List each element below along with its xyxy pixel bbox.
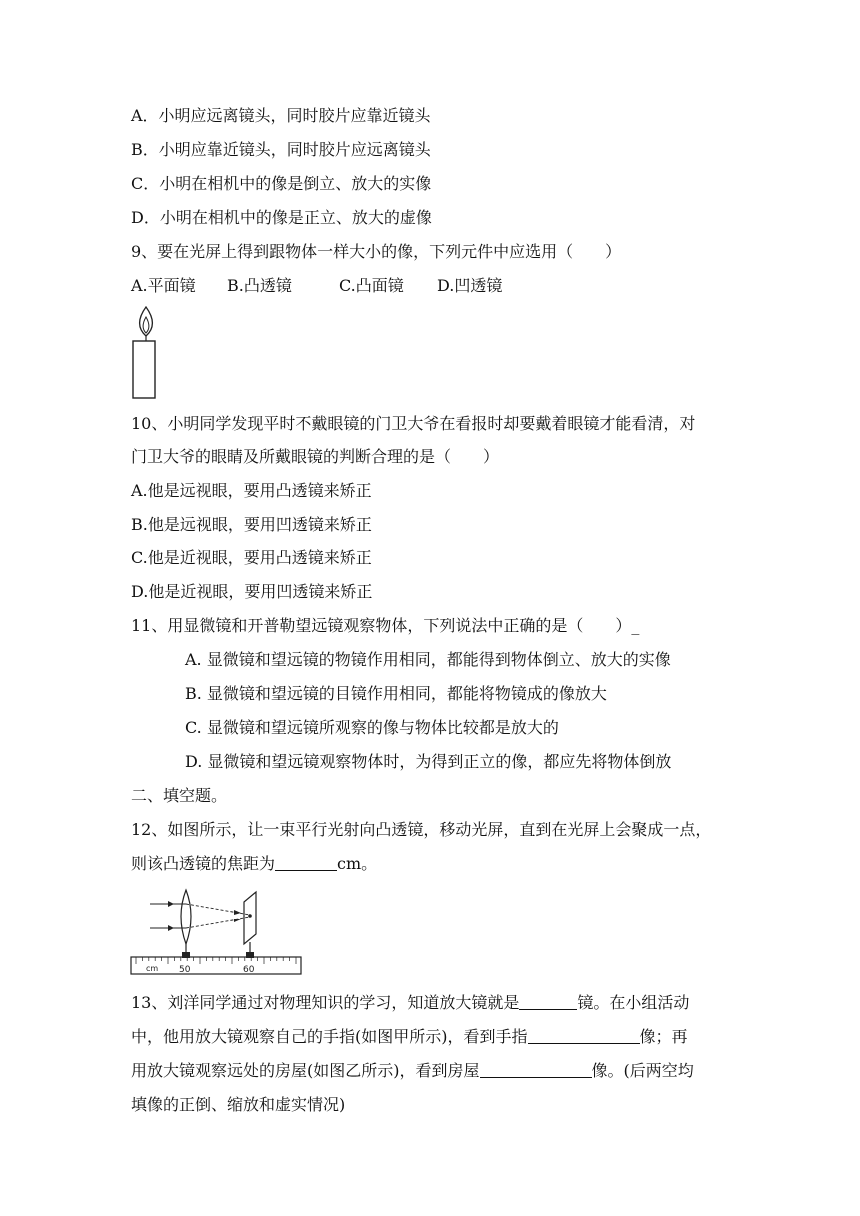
ruler-unit: cm bbox=[146, 964, 159, 973]
q10-option-a: A.他是远视眼，要用凸透镜来矫正 bbox=[131, 481, 372, 500]
q8-option-d: D．小明在相机中的像是正立、放大的虚像 bbox=[131, 208, 432, 227]
section-heading: 二、填空题。 bbox=[131, 786, 228, 805]
ruler-label-60: 60 bbox=[243, 965, 255, 975]
lens-focus-figure bbox=[128, 884, 304, 976]
q13-line4: 填像的正倒、缩放和虚实情况) bbox=[131, 1095, 346, 1114]
q9-option-a: A.平面镜 bbox=[131, 276, 196, 295]
q9-option-b: B.凸透镜 bbox=[227, 276, 292, 295]
q13-line2-before: 中，他用放大镜观察自己的手指(如图甲所示)，看到手指 bbox=[131, 1027, 528, 1046]
q11-stem: 11、用显微镜和开普勒望远镜观察物体，下列说法中正确的是（ ）_ bbox=[131, 616, 640, 635]
candle-figure bbox=[128, 304, 162, 400]
q13-line1 bbox=[131, 992, 689, 1014]
q9-option-c: C.凸面镜 bbox=[339, 276, 404, 295]
q10-option-c: C.他是近视眼，要用凸透镜来矫正 bbox=[131, 548, 372, 567]
q10-stem-line1: 10、小明同学发现平时不戴眼镜的门卫大爷在看报时却要戴着眼镜才能看清，对 bbox=[131, 414, 696, 433]
q12-text-after: cm。 bbox=[337, 854, 378, 873]
q13-line2-after: 像；再 bbox=[639, 1027, 688, 1046]
q13-blank-1 bbox=[519, 993, 577, 1010]
q9-stem: 9、要在光屏上得到跟物体一样大小的像，下列元件中应选用（ ） bbox=[131, 242, 622, 261]
ruler-label-50: 50 bbox=[179, 965, 191, 975]
q13-line1-after: 镜。在小组活动 bbox=[577, 993, 690, 1012]
q11-option-a: A. 显微镜和望远镜的物镜作用相同，都能得到物体倒立、放大的实像 bbox=[185, 650, 671, 669]
q11-option-b: B. 显微镜和望远镜的目镜作用相同，都能将物镜成的像放大 bbox=[185, 684, 607, 703]
q12-line2 bbox=[131, 853, 377, 875]
q12-blank bbox=[275, 854, 337, 871]
q13-line2 bbox=[131, 1026, 688, 1048]
q13-line3-before: 用放大镜观察远处的房屋(如图乙所示)，看到房屋 bbox=[131, 1061, 480, 1080]
q12-text-before: 则该凸透镜的焦距为 bbox=[131, 854, 276, 873]
q9-option-d: D.凹透镜 bbox=[437, 276, 503, 295]
q13-blank-2 bbox=[528, 1027, 640, 1044]
q11-option-c: C. 显微镜和望远镜所观察的像与物体比较都是放大的 bbox=[185, 718, 559, 737]
q10-option-d: D.他是近视眼，要用凹透镜来矫正 bbox=[131, 582, 373, 601]
q10-option-b: B.他是远视眼，要用凹透镜来矫正 bbox=[131, 515, 372, 534]
q8-option-a: A．小明应远离镜头，同时胶片应靠近镜头 bbox=[131, 106, 431, 125]
q13-line1-before: 13、刘洋同学通过对物理知识的学习，知道放大镜就是 bbox=[131, 993, 520, 1012]
q12-line1: 12、如图所示，让一束平行光射向凸透镜，移动光屏，直到在光屏上会聚成一点， bbox=[131, 820, 712, 839]
q13-blank-3 bbox=[480, 1061, 592, 1078]
q13-line3-after: 像。(后两空均 bbox=[591, 1061, 694, 1080]
q13-line3 bbox=[131, 1060, 694, 1082]
q10-stem-line2: 门卫大爷的眼睛及所戴眼镜的判断合理的是（ ） bbox=[131, 447, 500, 466]
q11-option-d: D. 显微镜和望远镜观察物体时，为得到正立的像，都应先将物体倒放 bbox=[185, 752, 672, 771]
q8-option-c: C．小明在相机中的像是倒立、放大的实像 bbox=[131, 174, 432, 193]
q9-options bbox=[131, 275, 502, 297]
q8-option-b: B．小明应靠近镜头，同时胶片应远离镜头 bbox=[131, 140, 431, 159]
